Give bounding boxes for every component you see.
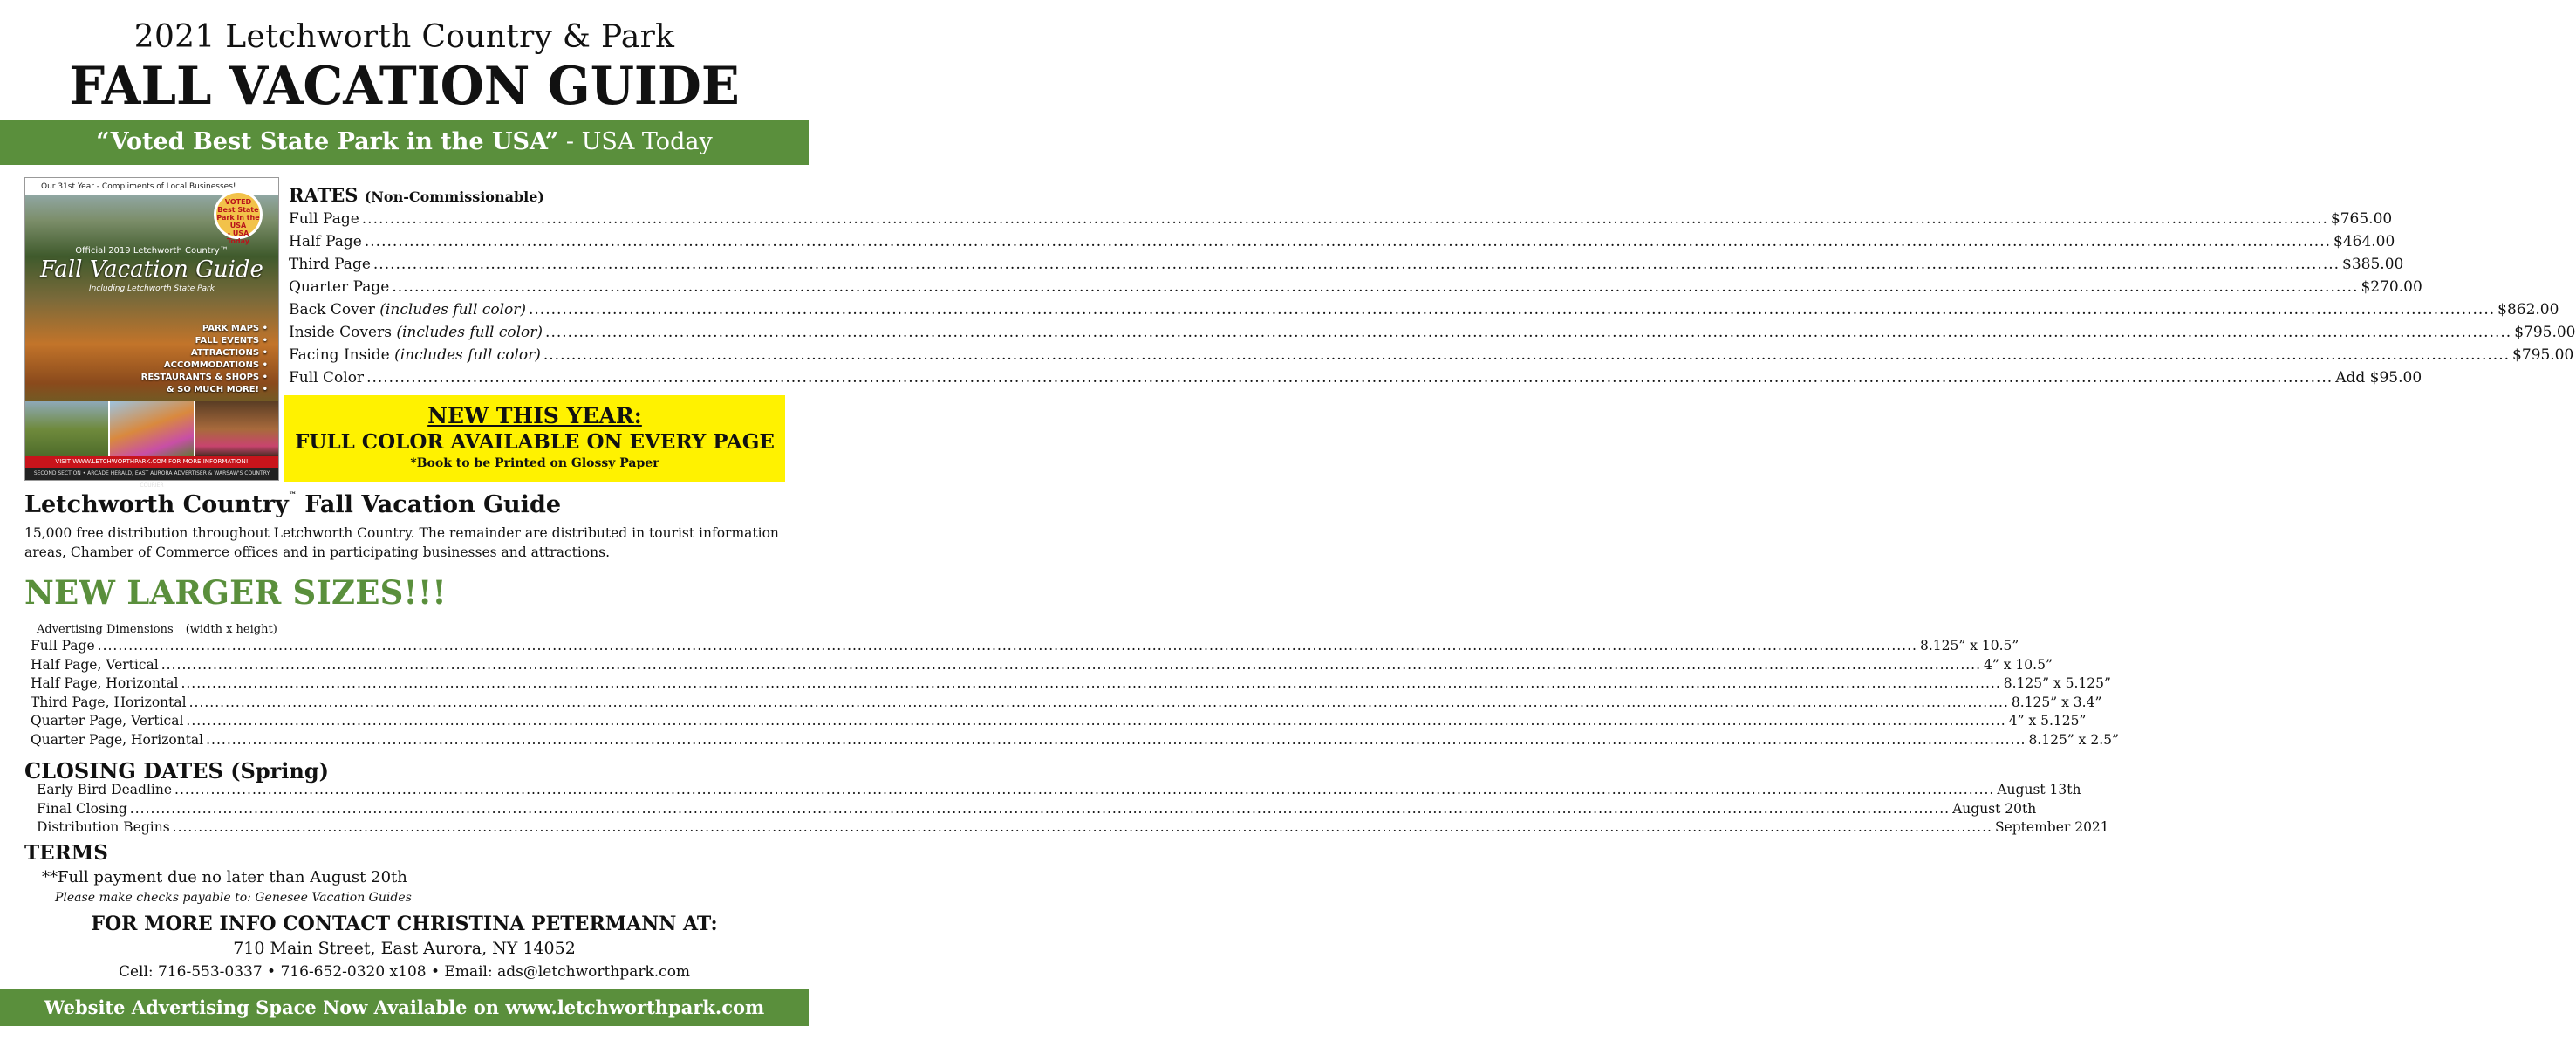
rate-row [289, 366, 2422, 389]
guide-title2: Fall Vacation Guide [296, 491, 561, 518]
rate-price: $385.00 [2342, 256, 2404, 273]
dimension-value: 8.125” x 5.125” [2003, 675, 2111, 691]
rate-label: Third Page [289, 256, 371, 273]
closing-value: August 13th [1997, 782, 2081, 797]
banner-quote: “Voted Best State Park in the USA” [96, 128, 559, 155]
photo-musicians [195, 401, 278, 457]
dimension-label: Third Page, Horizontal [31, 694, 187, 710]
title-line1: 2021 Letchworth Country & Park [133, 19, 675, 55]
dimension-row [31, 674, 2111, 694]
dimension-row [31, 712, 2087, 731]
closing-row [37, 818, 2109, 838]
contact-heading: FOR MORE INFO CONTACT CHRISTINA PETERMANN AT: [91, 913, 718, 935]
seal-line3: - USA Today [227, 229, 249, 245]
rates-title: RATES [289, 184, 359, 206]
photo-ride [110, 401, 195, 457]
footer-banner: Website Advertising Space Now Available on www.letchworthpark.com [0, 989, 809, 1026]
terms-heading: TERMS [24, 841, 108, 865]
rate-price: $464.00 [2333, 233, 2395, 250]
terms-checks: Please make checks payable to: Genesee Vacation Guides [55, 891, 412, 905]
rate-price: $765.00 [2330, 210, 2393, 228]
dimension-label: Half Page, Horizontal [31, 675, 179, 691]
dimension-value: 4” x 5.125” [2008, 713, 2087, 729]
rate-note: (includes full color) [396, 324, 543, 341]
cover-top-text: Our 31st Year - Compliments of Local Businesses! [25, 178, 278, 195]
guide-cover-image [24, 177, 279, 489]
leader-dots [173, 818, 1992, 838]
dimension-label: Half Page, Vertical [31, 656, 159, 673]
dimension-value: 8.125” x 3.4” [2011, 694, 2102, 710]
closing-row [37, 800, 2037, 819]
dimension-label: Quarter Page, Vertical [31, 713, 184, 729]
dimension-value: 8.125” x 10.5” [1919, 638, 2019, 654]
rates-list [289, 208, 2576, 389]
leader-dots [181, 674, 2000, 694]
dimension-row [31, 731, 2119, 750]
leader-dots [161, 656, 1981, 675]
contact-address: 710 Main Street, East Aurora, NY 14052 [233, 939, 576, 958]
new-this-year-note: *Book to be Printed on Glossy Paper [410, 456, 659, 470]
dimension-row [31, 637, 2019, 656]
terms-payment: **Full payment due no later than August 20th [42, 868, 407, 886]
title-line2: FALL VACATION GUIDE [69, 56, 740, 117]
dimensions-title: Advertising Dimensions [37, 623, 174, 636]
rate-price: $795.00 [2514, 324, 2576, 341]
seal-line1: VOTED [224, 198, 252, 206]
rate-label: Facing Inside [289, 346, 395, 364]
rate-row [289, 298, 2559, 321]
trademark: ™ [288, 491, 297, 500]
rate-row [289, 208, 2393, 230]
leader-dots [98, 637, 1917, 656]
guide-description: 15,000 free distribution throughout Letchworth Country. The remainder are distributed in tourist information areas, Chamber of Commerce offices and in participating businesses and attractions. [24, 525, 779, 560]
cover-photo-strip [25, 401, 278, 457]
rate-label: Full Color [289, 369, 365, 387]
rate-note: (includes full color) [379, 301, 526, 318]
contact-phones-email: Cell: 716-553-0337 • 716-652-0320 x108 • Email: ads@letchworthpark.com [118, 963, 691, 981]
closing-label: Distribution Begins [37, 819, 170, 835]
dimensions-heading [24, 612, 277, 638]
closing-value: September 2021 [1994, 819, 2109, 835]
cover-subtitle: Including Letchworth State Park [89, 284, 215, 293]
guide-title: Letchworth Country [24, 491, 289, 518]
rate-price: $795.00 [2512, 346, 2574, 364]
rate-label: Inside Covers [289, 324, 397, 341]
leader-dots [545, 321, 2511, 344]
larger-sizes-heading: NEW LARGER SIZES!!! [24, 573, 447, 612]
quote-banner [0, 120, 809, 165]
rate-note: (includes full color) [394, 346, 541, 364]
leader-dots [362, 208, 2328, 230]
rate-row [289, 253, 2404, 276]
award-seal [214, 190, 263, 245]
cover-official: Official 2019 Letchworth Country™ [75, 246, 229, 256]
closing-value: August 20th [1952, 800, 2037, 817]
rate-price: Add $95.00 [2335, 369, 2422, 387]
leader-dots [373, 253, 2340, 276]
seal-line2: Best State Park in the USA [216, 206, 260, 229]
dimensions-subtitle: (width x height) [185, 623, 277, 636]
rate-label: Quarter Page [289, 278, 390, 296]
cover-feature-list [141, 323, 268, 396]
cover-feature: RESTAURANTS & SHOPS • [140, 373, 268, 382]
cover-second-bar: SECOND SECTION • ARCADE HERALD, EAST AURORA ADVERTISER & WARSAW'S COUNTRY COURIER [25, 468, 278, 480]
new-this-year-box [284, 395, 785, 482]
cover-visit-bar: VISIT WWW.LETCHWORTHPARK.COM FOR MORE INFORMATION! [25, 456, 278, 468]
photo-horses [25, 401, 110, 457]
rates-subtitle: (Non-Commissionable) [364, 188, 544, 205]
leader-dots [543, 344, 2510, 366]
banner-source: USA Today [581, 128, 713, 155]
new-this-year-title: NEW THIS YEAR: [427, 403, 642, 428]
dimension-label: Quarter Page, Horizontal [31, 731, 204, 748]
guide-heading [24, 491, 561, 518]
leader-dots [366, 366, 2333, 389]
banner-dash: - [558, 128, 582, 155]
leader-dots [392, 276, 2358, 298]
leader-dots [529, 298, 2495, 321]
dimensions-list [31, 637, 2119, 749]
dimension-row [31, 694, 2102, 713]
cover-feature: ATTRACTIONS • [190, 348, 268, 358]
cover-title: Fall Vacation Guide [40, 257, 263, 283]
rate-row [289, 321, 2576, 344]
rate-row [289, 230, 2395, 253]
cover-feature: PARK MAPS • [202, 324, 268, 333]
rate-price: $862.00 [2497, 301, 2559, 318]
closing-dates-heading: CLOSING DATES (Spring) [24, 758, 330, 784]
dimension-row [31, 656, 2053, 675]
rate-price: $270.00 [2361, 278, 2422, 296]
dimension-value: 8.125” x 2.5” [2028, 731, 2119, 748]
rate-row [289, 344, 2574, 366]
leader-dots [186, 712, 2005, 731]
dimension-value: 4” x 10.5” [1984, 656, 2053, 673]
new-this-year-line: FULL COLOR AVAILABLE ON EVERY PAGE [295, 430, 775, 454]
leader-dots [189, 694, 2009, 713]
leader-dots [365, 230, 2331, 253]
rate-label: Half Page [289, 233, 362, 250]
closing-dates-list [37, 781, 2109, 838]
closing-label: Final Closing [37, 800, 127, 817]
rate-label: Back Cover [289, 301, 380, 318]
closing-row [37, 781, 2081, 800]
leader-dots [174, 781, 1994, 800]
rate-row [289, 276, 2422, 298]
cover-feature: & SO MUCH MORE! • [166, 385, 268, 394]
closing-label: Early Bird Deadline [37, 782, 173, 797]
dimension-label: Full Page [31, 638, 95, 654]
rates-heading [289, 184, 544, 206]
rate-label: Full Page [289, 210, 359, 228]
leader-dots [130, 800, 1950, 819]
cover-feature: FALL EVENTS • [195, 336, 268, 346]
cover-feature: ACCOMMODATIONS • [163, 360, 268, 370]
leader-dots [206, 731, 2026, 750]
